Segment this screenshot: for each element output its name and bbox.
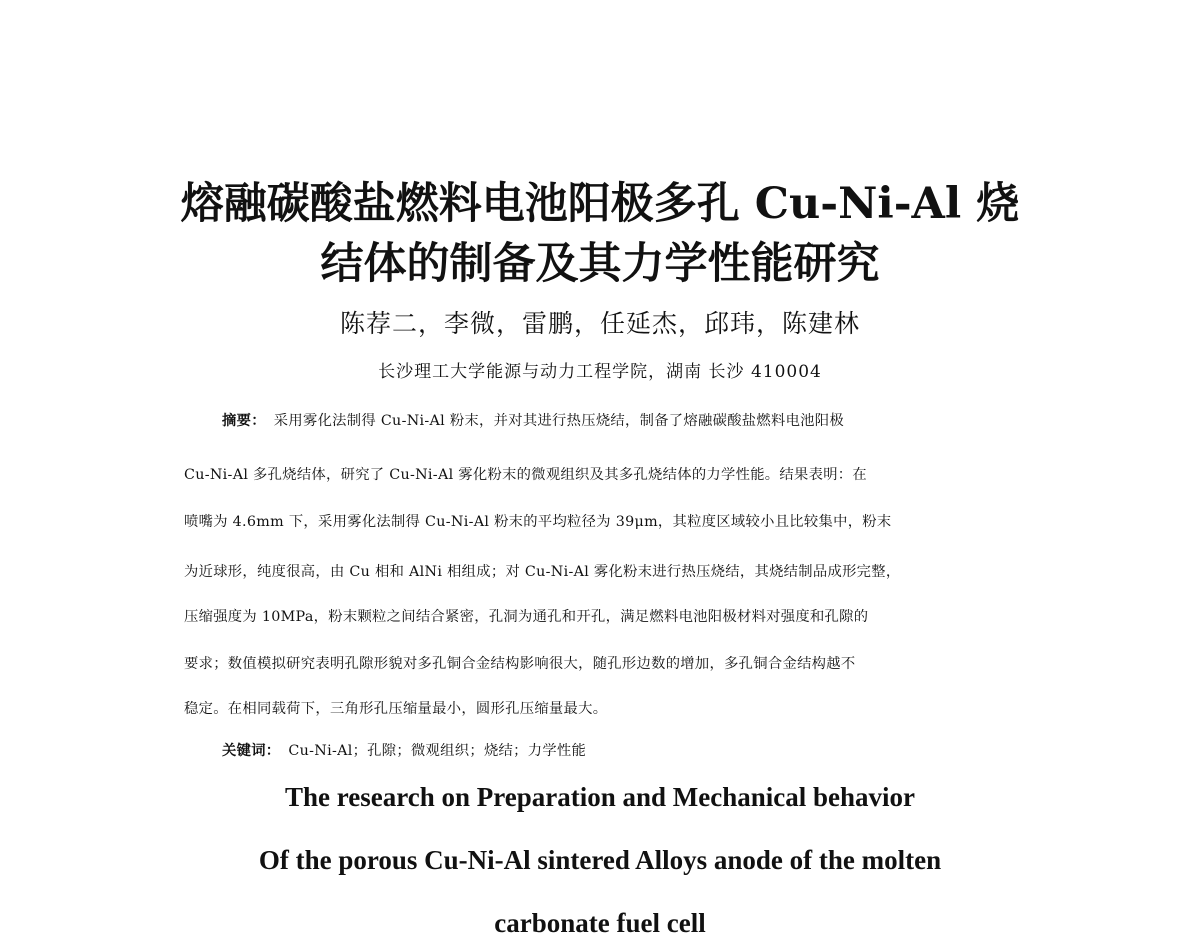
english-title-line-1: The research on Preparation and Mechanical behavior [285,782,915,812]
keywords-label: 关键词： [222,743,281,759]
chinese-title-line-2: 结体的制备及其力学性能研究 [320,239,880,289]
abstract-line: 喷嘴为 4.6mm 下，采用雾化法制得 Cu-Ni-Al 粉末的平均粒径为 39μm，其粒度区域较小且比较集中，粉末 [184,514,892,530]
abstract-line: 压缩强度为 10MPa，粉末颗粒之间结合紧密，孔洞为通孔和开孔，满足燃料电池阳极材料对强度和孔隙的 [184,609,869,625]
abstract-line: 为近球形，纯度很高，由 Cu 相和 AlNi 相组成；对 Cu-Ni-Al 雾化粉末进行热压烧结，其烧结制品成形完整， [184,564,901,580]
abstract-line-text: 采用雾化法制得 Cu-Ni-Al 粉末，并对其进行热压烧结，制备了熔融碳酸盐燃料电池阳极 [273,413,844,429]
abstract-line: 要求；数值模拟研究表明孔隙形貌对多孔铜合金结构影响很大，随孔形边数的增加，多孔铜合金结构越不 [184,656,856,672]
abstract-line: 稳定。在相同载荷下，三角形孔压缩量最小，圆形孔压缩量最大。 [184,701,608,717]
chinese-title-line-1: 熔融碳酸盐燃料电池阳极多孔 Cu-Ni-Al 烧 [180,179,1020,229]
abstract-label: 摘要： [222,413,266,429]
affiliation: 长沙理工大学能源与动力工程学院，湖南 长沙 410004 [378,362,822,382]
keywords [222,740,586,760]
english-title-line-3: carbonate fuel cell [494,908,706,938]
english-title-line-2: Of the porous Cu-Ni-Al sintered Alloys anode of the molten [258,845,942,875]
abstract-line: Cu-Ni-Al 多孔烧结体，研究了 Cu-Ni-Al 雾化粉末的微观组织及其多孔烧结体的力学性能。结果表明：在 [184,467,867,483]
keywords-text: Cu-Ni-Al；孔隙；微观组织；烧结；力学性能 [288,743,587,759]
abstract-line [222,410,1008,430]
author-list: 陈荐二，李微，雷鹏，任延杰，邱玮，陈建林 [339,309,860,338]
